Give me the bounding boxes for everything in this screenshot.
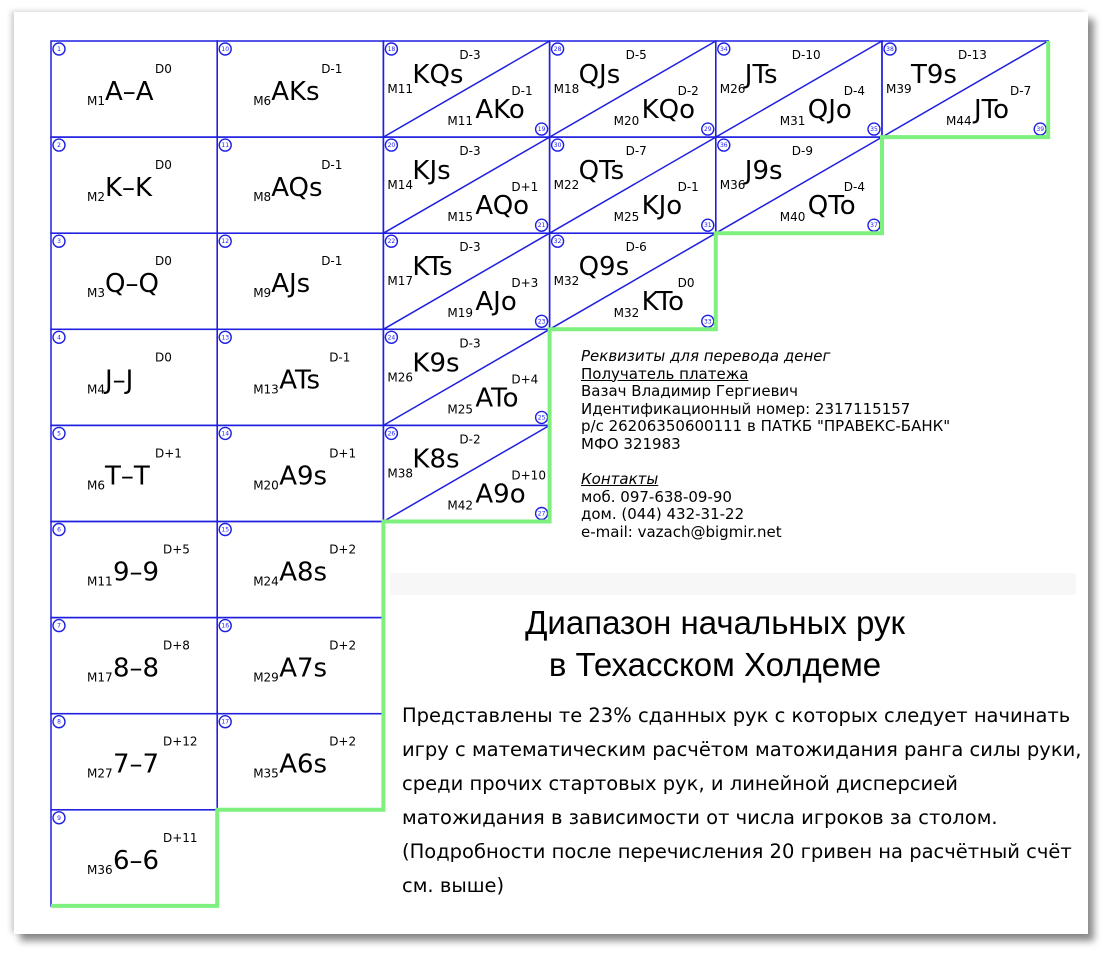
cell-K8-hand-label-bottom: A9o — [475, 479, 526, 510]
cell-K9-hand-label-top: K9s — [412, 348, 460, 379]
cell-77 — [51, 714, 217, 810]
cell-KT — [383, 233, 549, 329]
cell-A8s-m-label: M24 — [253, 574, 279, 589]
title-line-1: Диапазон начальных рук — [525, 604, 905, 641]
cell-Q9 — [550, 233, 716, 329]
cell-KQ-m-label-top: M11 — [387, 82, 414, 96]
cell-KJ-hand-label-bottom: AQo — [475, 191, 530, 222]
cell-A7s-m-label: M29 — [253, 670, 279, 685]
cell-J9-index-bottom-number: 37 — [870, 222, 878, 230]
cell-A8s-index — [219, 524, 231, 536]
home-phone: дом. (044) 432-31-22 — [581, 505, 745, 523]
cell-QQ — [51, 233, 217, 329]
contacts-label: Контакты — [581, 470, 659, 488]
cell-K8-index-bottom — [536, 508, 548, 520]
cell-KQ-index-top — [385, 43, 397, 55]
cell-AKs-index — [219, 43, 231, 55]
cell-KT-m-label-top: M17 — [387, 274, 414, 289]
cell-QT-index-bottom-number: 31 — [703, 222, 712, 230]
cell-TT-d-label: D+1 — [155, 446, 182, 461]
cell-JT-m-label-top: M26 — [719, 82, 746, 96]
cell-ATs-index — [219, 331, 231, 343]
cell-AJs-d-label: D-1 — [321, 254, 343, 269]
cell-T9-d-label-top: D-13 — [958, 48, 987, 62]
cell-Q9-d-label-bottom: D0 — [677, 276, 695, 291]
cell-J9-d-label-top: D-9 — [791, 144, 814, 159]
cell-AQs-d-label: D-1 — [321, 158, 343, 173]
cell-A6s-hand-label: A6s — [279, 749, 328, 780]
cell-A9s-hand-label: A9s — [279, 461, 328, 492]
cell-KK-hand-label: K–K — [105, 173, 153, 204]
cell-QQ-m-label: M3 — [87, 286, 105, 301]
payment-details — [581, 348, 1061, 541]
cell-J9-m-label-top: M36 — [719, 178, 746, 193]
cell-J9-hand-label-bottom: QTo — [807, 191, 856, 222]
cell-K9-index-bottom-number: 25 — [537, 414, 546, 422]
cell-KJ-index-top-number: 20 — [387, 142, 396, 150]
cell-JJ-border — [51, 329, 217, 425]
shade-band — [390, 573, 1076, 595]
cell-J9-index-top-number: 36 — [719, 142, 728, 150]
cell-A6s — [217, 714, 383, 810]
cell-T9-m-label-top: M39 — [886, 82, 912, 96]
cell-QQ-d-label: D0 — [155, 254, 172, 269]
cell-AQs-index-number: 11 — [221, 142, 230, 150]
cell-88-m-label: M17 — [87, 670, 113, 685]
cell-KK-index — [53, 139, 65, 151]
cell-T9-hand-label-top: T9s — [911, 60, 957, 90]
cell-K8 — [383, 425, 549, 521]
cell-JJ — [51, 329, 217, 425]
cell-A6s-index-number: 17 — [221, 718, 230, 726]
cell-QJ — [550, 41, 716, 137]
cell-JT — [716, 41, 882, 137]
cell-JT-index-bottom-number: 35 — [870, 126, 878, 134]
cell-QJ-d-label-top: D-5 — [625, 48, 647, 62]
cell-K9-d-label-top: D-3 — [459, 336, 481, 351]
cell-K9-index-bottom — [536, 411, 548, 423]
cell-A7s-index-number: 16 — [221, 622, 230, 630]
cell-QJ-index-top-number: 28 — [553, 46, 562, 53]
cell-Q9-m-label-bottom: M32 — [613, 306, 640, 321]
cell-K8-index-top — [385, 427, 397, 439]
cell-77-index — [53, 716, 65, 728]
cell-QJ-index-bottom — [702, 123, 714, 135]
cell-ATs-index-number: 13 — [221, 334, 230, 342]
cell-KQ — [383, 41, 549, 137]
cell-QQ-index-number: 3 — [57, 238, 61, 246]
cell-K8-index-bottom-number: 27 — [537, 510, 546, 518]
cell-T9-m-label-bottom: M44 — [946, 114, 972, 128]
cell-JJ-index-number: 4 — [57, 334, 61, 342]
cell-A7s — [217, 618, 383, 714]
cell-QT-m-label-bottom: M25 — [613, 210, 640, 225]
cell-99 — [51, 522, 217, 618]
cell-K8-d-label-top: D-2 — [459, 432, 481, 447]
cell-K8-d-label-bottom: D+10 — [511, 468, 546, 483]
cell-T9-index-top-number: 38 — [886, 46, 894, 53]
cell-88-d-label: D+8 — [163, 638, 190, 653]
cell-66-m-label: M36 — [87, 862, 113, 877]
cell-K8-hand-label-top: K8s — [412, 444, 460, 475]
cell-JJ-hand-label: J–J — [105, 365, 134, 396]
bank-account: р/с 26206350600111 в ПАТКБ "ПРАВЕКС-БАНК" — [581, 417, 951, 435]
cell-JT-index-top — [718, 43, 730, 55]
cell-KJ — [383, 137, 549, 233]
cell-A8s-hand-label: A8s — [279, 557, 328, 588]
cell-66-index-number: 9 — [57, 814, 61, 822]
cell-KJ-index-bottom — [536, 219, 548, 231]
cell-QT — [550, 137, 716, 233]
cell-JT-d-label-bottom: D-4 — [843, 84, 866, 98]
recipient-name: Вазач Владимир Гергиевич — [581, 382, 799, 400]
cell-A8s-index-number: 15 — [221, 526, 230, 534]
cell-J9-d-label-bottom: D-4 — [843, 180, 866, 195]
cell-T9-index-bottom-number: 39 — [1036, 126, 1045, 134]
mobile-phone: моб. 097-638-09-90 — [581, 487, 732, 506]
cell-J9-index-top — [718, 139, 730, 151]
cell-QJ-hand-label-bottom: KQo — [641, 95, 696, 125]
cell-T9-d-label-bottom: D-7 — [1010, 84, 1032, 98]
cell-77-index-number: 8 — [57, 718, 61, 726]
cell-99-d-label: D+5 — [163, 542, 190, 557]
cell-ATs-m-label: M13 — [253, 382, 279, 397]
cell-KK — [51, 137, 217, 233]
cell-KJ-m-label-bottom: M15 — [447, 210, 474, 225]
cell-Q9-hand-label-top: Q9s — [578, 252, 630, 283]
cell-AKs-index-number: 10 — [221, 46, 230, 53]
cell-QT-index-top-number: 30 — [553, 142, 562, 150]
cell-J9-index-bottom — [868, 219, 880, 231]
cell-JT-d-label-top: D-10 — [791, 48, 821, 62]
email-address: e-mail: vazach@bigmir.net — [581, 522, 782, 541]
cell-JJ-index — [53, 331, 65, 343]
cell-QQ-index — [53, 235, 65, 247]
cell-A7s-hand-label: A7s — [279, 653, 328, 684]
cell-Q9-d-label-top: D-6 — [625, 240, 647, 255]
cell-ATs-d-label: D-1 — [329, 350, 351, 365]
cell-KT-index-bottom — [536, 315, 548, 327]
cell-KT-d-label-bottom: D+3 — [511, 276, 539, 291]
cell-AJs-m-label: M9 — [253, 286, 272, 301]
cell-K9 — [383, 329, 549, 425]
cell-KT-index-top-number: 22 — [387, 238, 396, 246]
cell-AKs — [217, 41, 383, 137]
cell-Q9-m-label-top: M32 — [553, 274, 580, 289]
cell-AQs-m-label: M8 — [253, 190, 272, 205]
cell-T9-index-top — [884, 43, 896, 55]
cell-AJs — [217, 233, 383, 329]
cell-A9s-index-number: 14 — [221, 430, 230, 438]
cell-88 — [51, 618, 217, 714]
cell-K8-m-label-bottom: M42 — [447, 498, 474, 513]
payment-heading: Реквизиты для перевода денег — [581, 347, 831, 365]
cell-TT-hand-label: T–T — [105, 461, 150, 492]
cell-66-index — [53, 812, 65, 824]
cell-A9s-index — [219, 427, 231, 439]
cell-KQ-hand-label-top: KQs — [412, 60, 464, 90]
cell-QJ-d-label-bottom: D-2 — [677, 84, 699, 98]
cell-KQ-d-label-top: D-3 — [459, 48, 481, 62]
cell-Q9-hand-label-bottom: KTo — [641, 287, 685, 318]
cell-QJ-m-label-top: M18 — [553, 82, 580, 96]
cell-TT-index-number: 5 — [57, 430, 61, 438]
cell-AKs-hand-label: AKs — [271, 77, 320, 107]
cell-QQ-hand-label: Q–Q — [105, 269, 159, 300]
cell-A8s — [217, 522, 383, 618]
cell-T9-index-bottom — [1034, 123, 1046, 135]
cell-JT-index-top-number: 34 — [719, 46, 728, 53]
cell-KK-d-label: D0 — [155, 158, 172, 173]
cell-TT-index — [53, 427, 65, 439]
cell-QT-hand-label-top: QTs — [578, 156, 625, 187]
cell-KQ-hand-label-bottom: AKo — [475, 95, 525, 125]
cell-AA-index — [53, 43, 65, 55]
cell-A6s-d-label: D+2 — [329, 734, 357, 749]
cell-KJ-d-label-top: D-3 — [459, 144, 481, 159]
cell-A8s-d-label: D+2 — [329, 542, 357, 557]
cell-99-index-number: 6 — [57, 526, 61, 534]
cell-KQ-index-bottom — [536, 123, 548, 135]
cell-QJ-hand-label-top: QJs — [578, 60, 621, 90]
cell-JT-hand-label-bottom: QJo — [807, 95, 852, 125]
cell-77-m-label: M27 — [87, 766, 113, 781]
cell-A7s-index — [219, 620, 231, 632]
cell-KJ-d-label-bottom: D+1 — [511, 180, 539, 195]
title-line-2: в Техасском Холдеме — [548, 646, 882, 683]
cell-K9-hand-label-bottom: ATo — [475, 383, 519, 414]
cell-KQ-m-label-bottom: M11 — [447, 114, 474, 128]
cell-88-index — [53, 620, 65, 632]
cell-66-d-label: D+11 — [163, 830, 198, 845]
cell-K8-m-label-top: M38 — [387, 466, 414, 481]
cell-88-hand-label: 8–8 — [113, 653, 160, 684]
cell-KT-m-label-bottom: M19 — [447, 306, 474, 321]
cell-KQ-index-top-number: 18 — [387, 46, 396, 53]
cell-Q9-index-top — [552, 235, 564, 247]
cell-AJs-hand-label: AJs — [271, 269, 311, 300]
cell-JT-hand-label-top: JTs — [744, 60, 778, 90]
cell-A9s-d-label: D+1 — [329, 446, 357, 461]
cell-KT-hand-label-top: KTs — [412, 252, 453, 283]
cell-K8-index-top-number: 26 — [387, 430, 396, 438]
cell-TT — [51, 425, 217, 521]
cell-A9s — [217, 425, 383, 521]
mfo-code: МФО 321983 — [581, 434, 681, 453]
cell-AA-index-number: 1 — [57, 46, 61, 53]
cell-A6s-m-label: M35 — [253, 766, 279, 781]
cell-AKs-d-label: D-1 — [321, 62, 343, 76]
recipient-label: Получатель платежа — [581, 364, 749, 383]
cell-66 — [51, 810, 217, 906]
cell-ATs — [217, 329, 383, 425]
cell-JJ-m-label: M4 — [87, 382, 105, 397]
cell-AA-m-label: M1 — [87, 94, 105, 108]
cell-AKs-m-label: M6 — [253, 94, 272, 108]
cell-A7s-d-label: D+2 — [329, 638, 357, 653]
cell-88-index-number: 7 — [57, 622, 61, 630]
cell-KJ-m-label-top: M14 — [387, 178, 414, 193]
cell-AJs-index — [219, 235, 231, 247]
cell-99-m-label: M11 — [87, 574, 113, 589]
cell-ATs-hand-label: ATs — [279, 365, 321, 396]
cell-Q9-index-bottom-number: 33 — [703, 318, 712, 326]
cell-A6s-index — [219, 716, 231, 728]
cell-J9-m-label-bottom: M40 — [779, 210, 806, 225]
cell-66-hand-label: 6–6 — [113, 845, 160, 876]
cell-Q9-index-top-number: 32 — [553, 238, 562, 246]
cell-K9-index-top-number: 24 — [387, 334, 396, 342]
cell-AQs — [217, 137, 383, 233]
cell-KJ-hand-label-top: KJs — [412, 156, 451, 187]
cell-KK-m-label: M2 — [87, 190, 105, 205]
cell-T9 — [882, 41, 1048, 137]
cell-K9-d-label-bottom: D+4 — [511, 372, 539, 387]
cell-AQs-index — [219, 139, 231, 151]
cell-TT-m-label: M6 — [87, 478, 105, 493]
description-text: Представлены те 23% сданных рук с которых следует начинать игру с математическим расчётом матожидания ранга силы руки, среди прочих стартовых рук, и линейной дисперсией матожидания в зависимости от числа игроков за столом. (Подробности после перечисления 20 гривен на расчётный счёт см. выше) — [402, 704, 1082, 897]
cell-QT-index-top — [552, 139, 564, 151]
cell-QT-hand-label-bottom: KJo — [641, 191, 683, 222]
cell-J9-hand-label-top: J9s — [744, 156, 783, 187]
cell-99-index — [53, 524, 65, 536]
cell-KT-d-label-top: D-3 — [459, 240, 481, 255]
cell-KT-index-bottom-number: 23 — [537, 318, 546, 326]
cell-AQs-hand-label: AQs — [271, 173, 323, 204]
cell-KK-index-number: 2 — [57, 142, 61, 150]
cell-A9s-m-label: M20 — [253, 478, 279, 493]
cell-KJ-index-top — [385, 139, 397, 151]
cell-K9-m-label-top: M26 — [387, 370, 414, 385]
cell-KT-index-top — [385, 235, 397, 247]
cell-AA-d-label: D0 — [155, 62, 172, 76]
cell-99-hand-label: 9–9 — [113, 557, 160, 588]
cell-K9-index-top — [385, 331, 397, 343]
cell-KQ-index-bottom-number: 19 — [537, 126, 546, 134]
cell-77-d-label: D+12 — [163, 734, 198, 749]
cell-KT-hand-label-bottom: AJo — [475, 287, 517, 318]
id-number: Идентификационный номер: 2317115157 — [581, 399, 911, 418]
cell-QT-d-label-top: D-7 — [625, 144, 647, 159]
cell-KQ-d-label-bottom: D-1 — [511, 84, 533, 98]
cell-JT-index-bottom — [868, 123, 880, 135]
cell-QJ-index-bottom-number: 29 — [703, 126, 712, 134]
cell-AA-hand-label: A–A — [105, 77, 154, 107]
cell-AA — [51, 41, 217, 137]
cell-JJ-d-label: D0 — [155, 350, 172, 365]
cell-QJ-index-top — [552, 43, 564, 55]
cell-77-hand-label: 7–7 — [113, 749, 160, 780]
cell-QT-index-bottom — [702, 219, 714, 231]
cell-QJ-m-label-bottom: M20 — [613, 114, 640, 128]
cell-KJ-index-bottom-number: 21 — [537, 222, 546, 230]
cell-QT-d-label-bottom: D-1 — [677, 180, 699, 195]
cell-AJs-index-number: 12 — [221, 238, 230, 246]
cell-K9-m-label-bottom: M25 — [447, 402, 474, 417]
cell-J9 — [716, 137, 882, 233]
cell-Q9-index-bottom — [702, 315, 714, 327]
cell-QT-m-label-top: M22 — [553, 178, 580, 193]
page-title — [470, 602, 960, 686]
cell-T9-hand-label-bottom: JTo — [974, 95, 1010, 125]
cell-JT-m-label-bottom: M31 — [779, 114, 806, 128]
